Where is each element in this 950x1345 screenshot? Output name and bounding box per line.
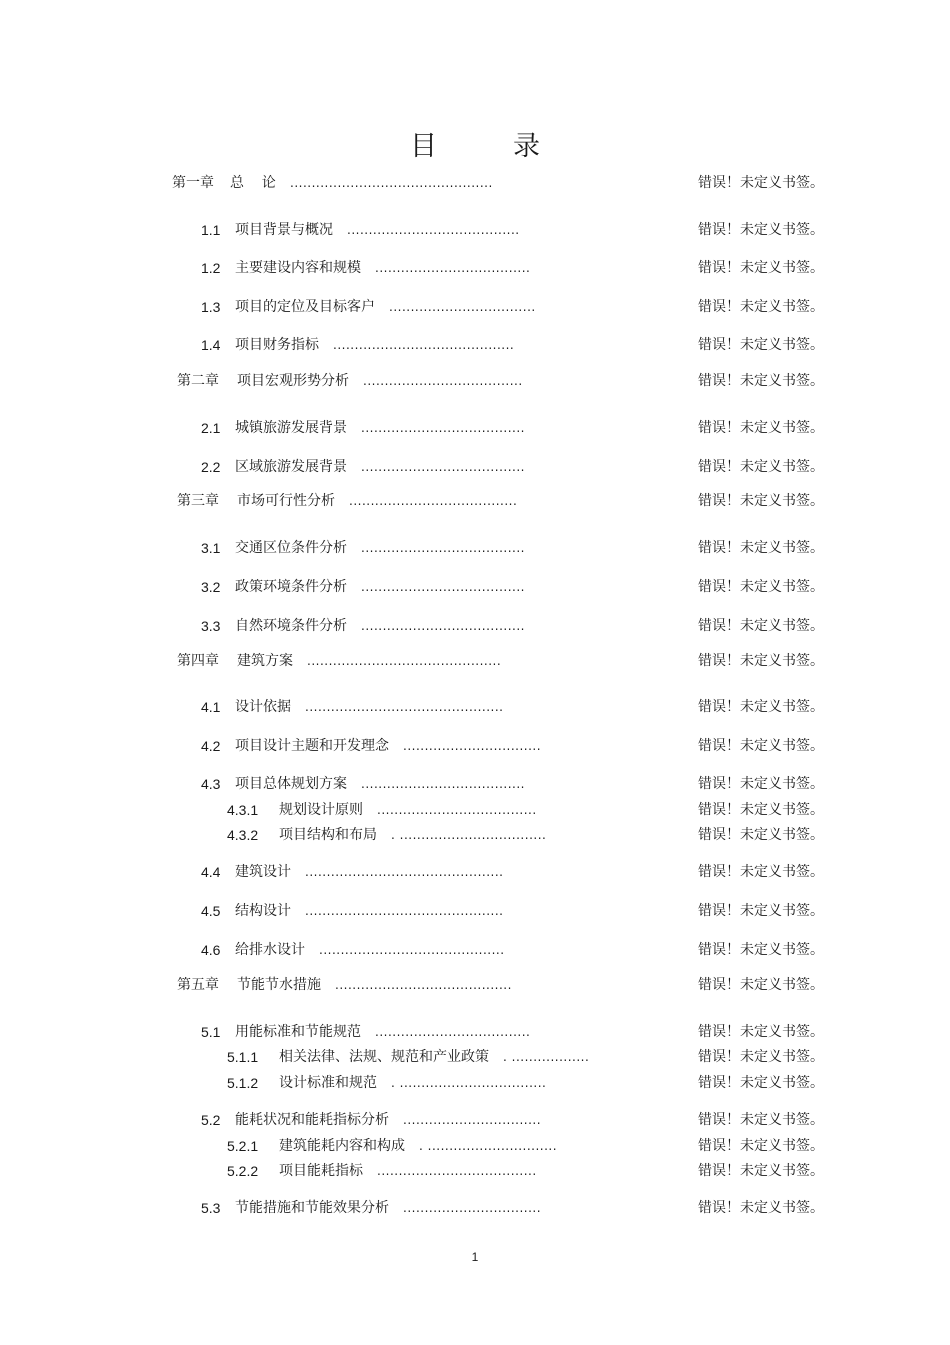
toc-entry-title: 自然环境条件分析: [235, 618, 347, 634]
toc-page-reference: 错误！未定义书签。: [698, 1049, 824, 1065]
toc-chapter-entry[interactable]: [0, 370, 950, 392]
toc-section-entry[interactable]: [0, 257, 950, 279]
toc-leader-dots: ...............................................: [290, 176, 493, 190]
toc-section-entry[interactable]: [0, 456, 950, 478]
toc-subsection-entry[interactable]: [0, 1160, 950, 1182]
toc-entry-title: 政策环境条件分析: [235, 579, 347, 595]
toc-page-reference: 错误！未定义书签。: [698, 540, 824, 556]
toc-entry-number: 4.6: [201, 942, 221, 958]
toc-entry-title: 节能措施和节能效果分析: [235, 1200, 389, 1216]
toc-entry-number: 4.3.1: [227, 802, 259, 818]
toc-leader-dots: ................................: [403, 1113, 542, 1127]
toc-title-char-2: 录: [513, 131, 540, 162]
page-number: 1: [471, 1250, 479, 1264]
toc-leader-dots: ......................................: [361, 421, 525, 435]
toc-leader-dots: ......................................: [361, 580, 525, 594]
toc-entry-title: 设计依据: [235, 699, 291, 715]
toc-entry-number: 4.2: [201, 738, 221, 754]
toc-page-reference: 错误！未定义书签。: [698, 175, 824, 191]
toc-entry-title: 项目财务指标: [235, 337, 319, 353]
toc-subsection-entry[interactable]: [0, 1072, 950, 1094]
toc-leader-dots: .....................................: [377, 1164, 537, 1178]
toc-entry-number: 5.1: [201, 1024, 221, 1040]
toc-leader-dots: ..........................................: [333, 338, 515, 352]
toc-page-reference: 错误！未定义书签。: [698, 699, 824, 715]
toc-entry-title: 项目结构和布局: [279, 827, 377, 843]
toc-leader-dots: ..................................: [389, 300, 536, 314]
toc-leader-dots: .......................................: [349, 494, 518, 508]
toc-page-reference: 错误！未定义书签。: [698, 1075, 824, 1091]
toc-entry-number: 1.3: [201, 299, 221, 315]
toc-leader-dots: ...........................................: [319, 943, 505, 957]
toc-entry-title: 区域旅游发展背景: [235, 459, 347, 475]
toc-entry-number: 第一章: [172, 175, 214, 191]
toc-section-entry[interactable]: [0, 537, 950, 559]
toc-entry-number: 第五章: [177, 977, 219, 993]
toc-page-reference: 错误！未定义书签。: [698, 1112, 824, 1128]
toc-entry-title: 项目总体规划方案: [235, 776, 347, 792]
toc-page-reference: 错误！未定义书签。: [698, 1024, 824, 1040]
toc-subsection-entry[interactable]: [0, 1135, 950, 1157]
toc-entry-title: 建筑能耗内容和构成: [279, 1138, 405, 1154]
toc-section-entry[interactable]: [0, 939, 950, 961]
toc-page-reference: 错误！未定义书签。: [698, 942, 824, 958]
toc-page-reference: 错误！未定义书签。: [698, 1200, 824, 1216]
toc-entry-number: 1.2: [201, 260, 221, 276]
toc-leader-dots: ..............................................: [305, 904, 504, 918]
toc-leader-dots: ........................................: [347, 223, 520, 237]
toc-page-reference: 错误！未定义书签。: [698, 903, 824, 919]
toc-leader-dots: ..............................................: [305, 700, 504, 714]
toc-entry-title: 设计标准和规范: [279, 1075, 377, 1091]
toc-section-entry[interactable]: [0, 1197, 950, 1219]
toc-chapter-entry[interactable]: [0, 974, 950, 996]
toc-page-reference: 错误！未定义书签。: [698, 337, 824, 353]
toc-entry-number: 4.3: [201, 776, 221, 792]
toc-entry-title: 总 论: [230, 175, 276, 191]
toc-entry-number: 2.2: [201, 459, 221, 475]
toc-leader-dots: ................................: [403, 1201, 542, 1215]
toc-entry-title: 项目背景与概况: [235, 222, 333, 238]
toc-page-reference: 错误！未定义书签。: [698, 373, 824, 389]
toc-section-entry[interactable]: [0, 576, 950, 598]
toc-section-entry[interactable]: [0, 296, 950, 318]
toc-entry-number: 5.1.2: [227, 1075, 259, 1091]
toc-entry-title: 市场可行性分析: [237, 493, 335, 509]
toc-entry-title: 相关法律、法规、规范和产业政策: [279, 1049, 489, 1065]
toc-page-reference: 错误！未定义书签。: [698, 738, 824, 754]
toc-page-reference: 错误！未定义书签。: [698, 977, 824, 993]
toc-section-entry[interactable]: [0, 219, 950, 241]
toc-leader-dots: ......................................: [361, 541, 525, 555]
toc-page-reference: 错误！未定义书签。: [698, 260, 824, 276]
toc-section-entry[interactable]: [0, 900, 950, 922]
toc-section-entry[interactable]: [0, 861, 950, 883]
toc-page-reference: 错误！未定义书签。: [698, 299, 824, 315]
toc-entry-title: 主要建设内容和规模: [235, 260, 361, 276]
toc-entry-number: 第二章: [177, 373, 219, 389]
toc-entry-title: 规划设计原则: [279, 802, 363, 818]
toc-leader-dots: ................................: [403, 739, 542, 753]
toc-section-entry[interactable]: [0, 1021, 950, 1043]
toc-page-reference: 错误！未定义书签。: [698, 1138, 824, 1154]
toc-entry-number: 5.2: [201, 1112, 221, 1128]
toc-entry-number: 第三章: [177, 493, 219, 509]
toc-entry-title: 用能标准和节能规范: [235, 1024, 361, 1040]
toc-page-reference: 错误！未定义书签。: [698, 493, 824, 509]
toc-entry-number: 4.1: [201, 699, 221, 715]
toc-entry-number: 2.1: [201, 420, 221, 436]
toc-section-entry[interactable]: [0, 615, 950, 637]
toc-page-reference: 错误！未定义书签。: [698, 776, 824, 792]
toc-entry-number: 1.4: [201, 337, 221, 353]
toc-entry-number: 1.1: [201, 222, 221, 238]
toc-page-reference: 错误！未定义书签。: [698, 1163, 824, 1179]
toc-entry-title: 交通区位条件分析: [235, 540, 347, 556]
toc-title-char-1: 目: [410, 131, 437, 162]
toc-leader-dots: ......................................: [361, 460, 525, 474]
toc-entry-number: 5.3: [201, 1200, 221, 1216]
toc-leader-dots: . ..................................: [391, 828, 547, 842]
toc-section-entry[interactable]: [0, 696, 950, 718]
toc-entry-title: 城镇旅游发展背景: [235, 420, 347, 436]
toc-page-reference: 错误！未定义书签。: [698, 802, 824, 818]
toc-subsection-entry[interactable]: [0, 1046, 950, 1068]
toc-entry-number: 第四章: [177, 653, 219, 669]
toc-entry-number: 4.3.2: [227, 827, 259, 843]
toc-entry-title: 结构设计: [235, 903, 291, 919]
toc-leader-dots: ....................................: [375, 261, 531, 275]
toc-page-reference: 错误！未定义书签。: [698, 459, 824, 475]
toc-page-reference: 错误！未定义书签。: [698, 653, 824, 669]
toc-page-reference: 错误！未定义书签。: [698, 864, 824, 880]
toc-leader-dots: .....................................: [363, 374, 523, 388]
toc-page-reference: 错误！未定义书签。: [698, 222, 824, 238]
toc-entry-title: 建筑方案: [237, 653, 293, 669]
toc-subsection-entry[interactable]: [0, 799, 950, 821]
toc-entry-number: 5.1.1: [227, 1049, 259, 1065]
toc-leader-dots: . ..............................: [419, 1139, 558, 1153]
toc-entry-number: 3.2: [201, 579, 221, 595]
toc-entry-number: 5.2.1: [227, 1138, 259, 1154]
toc-entry-number: 4.4: [201, 864, 221, 880]
toc-entry-title: 能耗状况和能耗指标分析: [235, 1112, 389, 1128]
toc-section-entry[interactable]: [0, 334, 950, 356]
toc-page-reference: 错误！未定义书签。: [698, 420, 824, 436]
toc-entry-number: 5.2.2: [227, 1163, 259, 1179]
toc-leader-dots: .............................................: [307, 654, 502, 668]
toc-leader-dots: . ..................................: [391, 1076, 547, 1090]
toc-section-entry[interactable]: [0, 735, 950, 757]
toc-leader-dots: ....................................: [375, 1025, 531, 1039]
toc-chapter-entry[interactable]: [0, 490, 950, 512]
toc-title: [0, 124, 950, 163]
toc-leader-dots: ..............................................: [305, 865, 504, 879]
toc-leader-dots: ......................................: [361, 619, 525, 633]
toc-leader-dots: ......................................: [361, 777, 525, 791]
toc-leader-dots: .........................................: [335, 978, 512, 992]
toc-leader-dots: . ..................: [503, 1050, 590, 1064]
toc-entry-number: 3.3: [201, 618, 221, 634]
toc-page-reference: 错误！未定义书签。: [698, 579, 824, 595]
toc-entry-title: 节能节水措施: [237, 977, 321, 993]
toc-entry-number: 3.1: [201, 540, 221, 556]
toc-leader-dots: .....................................: [377, 803, 537, 817]
toc-entry-number: 4.5: [201, 903, 221, 919]
toc-subsection-entry[interactable]: [0, 824, 950, 846]
toc-chapter-entry[interactable]: [0, 650, 950, 672]
toc-entry-title: 给排水设计: [235, 942, 305, 958]
toc-entry-title: 项目能耗指标: [279, 1163, 363, 1179]
toc-page-reference: 错误！未定义书签。: [698, 618, 824, 634]
toc-section-entry[interactable]: [0, 417, 950, 439]
toc-entry-title: 项目设计主题和开发理念: [235, 738, 389, 754]
toc-section-entry[interactable]: [0, 1109, 950, 1131]
toc-entry-title: 项目的定位及目标客户: [235, 299, 375, 315]
toc-section-entry[interactable]: [0, 773, 950, 795]
toc-page-reference: 错误！未定义书签。: [698, 827, 824, 843]
toc-chapter-entry[interactable]: [0, 172, 950, 194]
toc-entry-title: 建筑设计: [235, 864, 291, 880]
toc-entry-title: 项目宏观形势分析: [237, 373, 349, 389]
